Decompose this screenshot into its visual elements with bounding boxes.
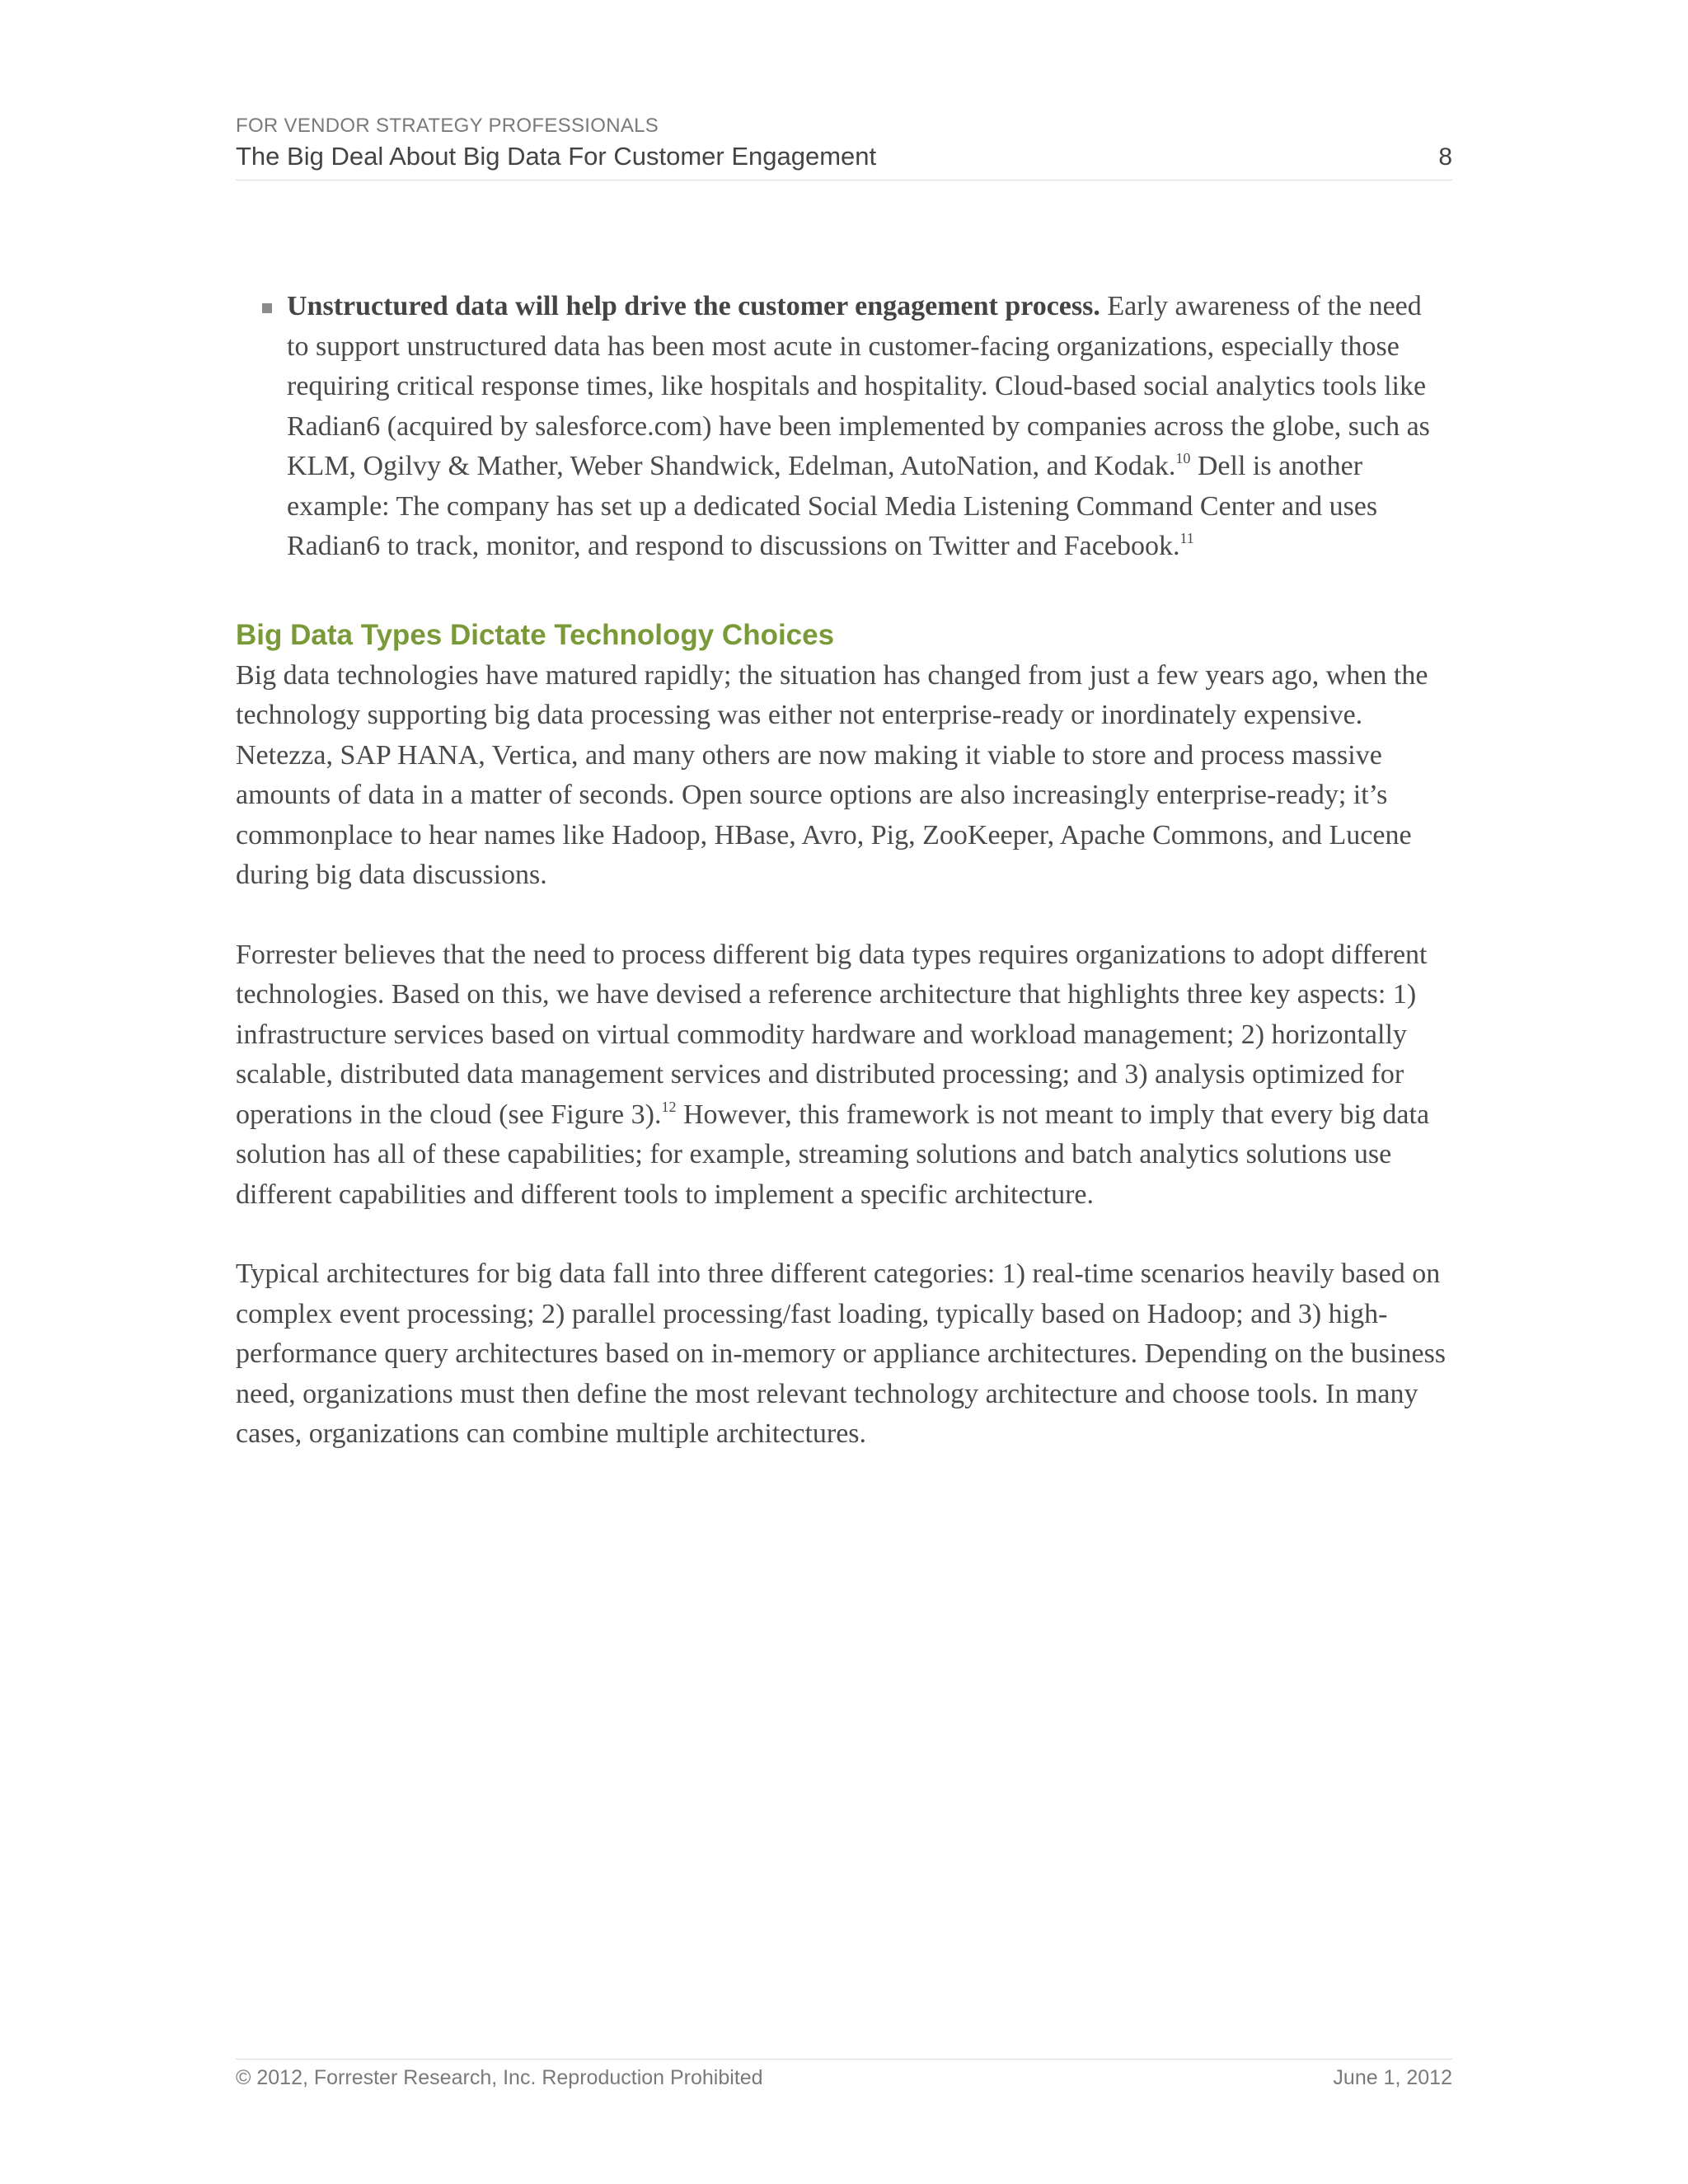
header-row bbox=[236, 138, 1452, 180]
square-bullet-icon bbox=[262, 303, 272, 313]
bullet-body-1: Early awareness of the need to support unstructured data has been most acute in customer-facing organizations, especially those requiring critical response times, like hospitals and hospitality. Cloud-based social analytics tools like Radian6 (acquired by salesforce.com) have been implemented by companies across the globe, such as KLM, Ogilvy & Mather, Weber Shandwick, Edelman, AutoNation, and Kodak. bbox=[287, 291, 1430, 481]
bullet-text bbox=[287, 287, 1447, 567]
document-title: The Big Deal About Big Data For Customer Engagement bbox=[236, 142, 877, 171]
publication-date: June 1, 2012 bbox=[1333, 2066, 1452, 2089]
paragraph-2 bbox=[236, 935, 1447, 1216]
footnote-ref-11[interactable]: 11 bbox=[1179, 530, 1194, 546]
paragraph-2-text-a: Forrester believes that the need to process different big data types requires organizations to adopt different technologies. Based on this, we have devised a reference architecture that highlights three key aspects: 1) infrastructure services based on virtual commodity hardware and workload management; 2) horizontally scalable, distributed data management services and distributed processing; and 3) analysis optimized for operations in the cloud (see Figure 3). bbox=[236, 939, 1428, 1130]
page-body bbox=[236, 287, 1447, 1494]
paragraph-3: Typical architectures for big data fall into three different categories: 1) real-time scenarios heavily based on complex event processing; 2) parallel processing/fast loading, typically based on Hadoop; and 3) high-performance query architectures based on in-memory or appliance architectures. Depending on the business need, organizations must then define the most relevant technology architecture and choose tools. In many cases, organizations can combine multiple architectures. bbox=[236, 1258, 1447, 1449]
bullet-body-2: Dell is another example: The company has set up a dedicated Social Media Listening Command Center and uses Radian6 to track, monitor, and respond to discussions on Twitter and Facebook. bbox=[287, 451, 1378, 561]
paragraph-1: Big data technologies have matured rapidly; the situation has changed from just a few years ago, when the technology supporting big data processing was either not enterprise-ready or inordinately expensive. Netezza, SAP HANA, Vertica, and many others are now making it viable to store and process massive amounts of data in a matter of seconds. Open source options are also increasingly enterprise-ready; it’s commonplace to hear names like Hadoop, HBase, Avro, Pig, ZooKeeper, Apache Commons, and Lucene during big data discussions. bbox=[236, 659, 1428, 890]
page-header bbox=[236, 114, 1452, 180]
bullet-item bbox=[236, 287, 1447, 567]
footnote-ref-12[interactable]: 12 bbox=[661, 1098, 677, 1115]
copyright-text: © 2012, Forrester Research, Inc. Reproduction Prohibited bbox=[236, 2066, 763, 2089]
page-footer bbox=[236, 2059, 1452, 2090]
section-heading: Big Data Types Dictate Technology Choices bbox=[236, 618, 835, 651]
page-number: 8 bbox=[1438, 143, 1452, 171]
header-kicker: FOR VENDOR STRATEGY PROFESSIONALS bbox=[236, 115, 659, 137]
footnote-ref-10[interactable]: 10 bbox=[1175, 450, 1191, 466]
paragraph-2-text-b: However, this framework is not meant to imply that every big data solution has all of these capabilities; for example, streaming solutions and batch analytics solutions use different capabilities and different tools to implement a specific architecture. bbox=[236, 1099, 1430, 1210]
bullet-lead: Unstructured data will help drive the customer engagement process. bbox=[287, 291, 1100, 321]
